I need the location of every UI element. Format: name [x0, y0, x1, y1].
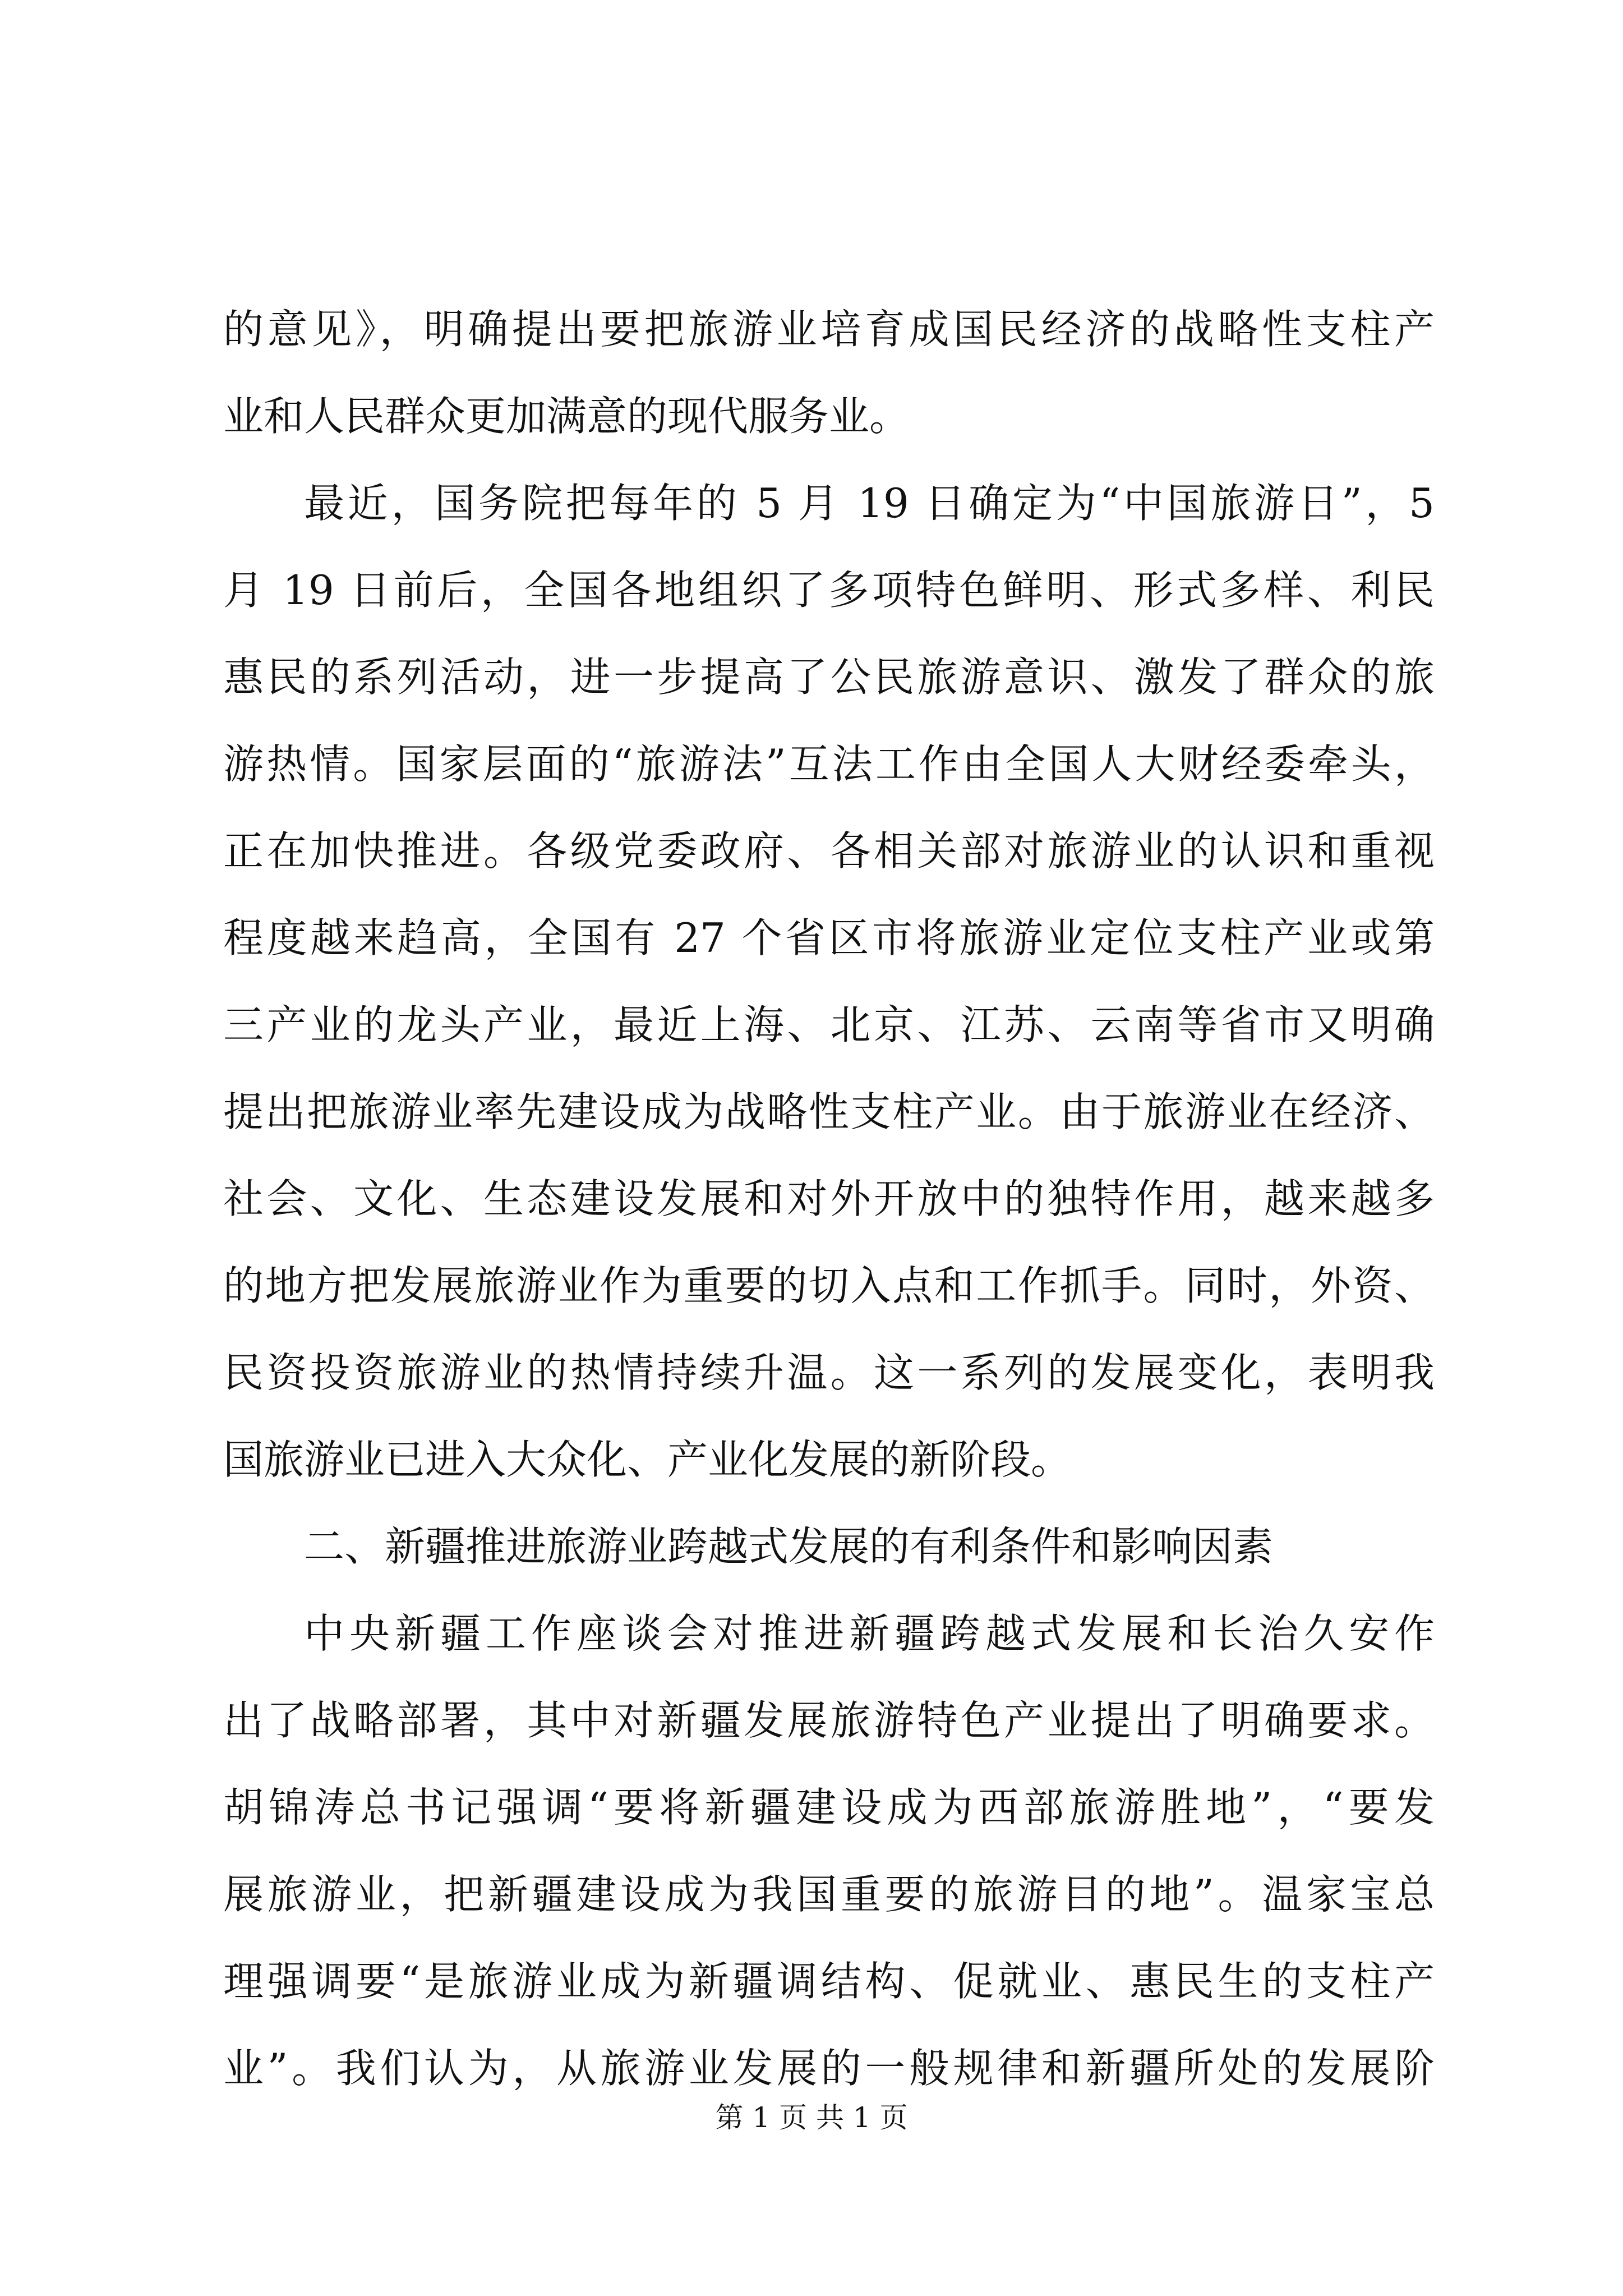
text-line: 业”。我们认为，从旅游业发展的一般规律和新疆所处的发展阶: [223, 2045, 1435, 2092]
text-line: 的地方把发展旅游业作为重要的切入点和工作抓手。同时，外资、: [223, 1262, 1435, 1309]
text-line: 展旅游业，把新疆建设成为我国重要的旅游目的地”。温家宝总: [223, 1871, 1435, 1918]
text-line: 中央新疆工作座谈会对推进新疆跨越式发展和长治久安作: [304, 1610, 1435, 1657]
text-line: 业和人民群众更加满意的现代服务业。: [223, 393, 910, 440]
text-line: 国旅游业已进入大众化、产业化发展的新阶段。: [223, 1436, 1072, 1483]
text-line: 社会、文化、生态建设发展和对外开放中的独特作用，越来越多: [223, 1175, 1435, 1222]
text-line: 胡锦涛总书记强调“要将新疆建设成为西部旅游胜地”，“要发: [223, 1784, 1435, 1831]
text-line: 出了战略部署，其中对新疆发展旅游特色产业提出了明确要求。: [223, 1697, 1435, 1744]
text-line: 正在加快推进。各级党委政府、各相关部对旅游业的认识和重视: [223, 827, 1435, 875]
text-line: 最近，国务院把每年的 5 月 19 日确定为“中国旅游日”，5: [304, 480, 1435, 527]
text-line: 三产业的龙头产业，最近上海、北京、江苏、云南等省市又明确: [223, 1001, 1435, 1048]
page-number-footer: 第 1 页 共 1 页: [715, 2101, 908, 2134]
text-line: 惠民的系列活动，进一步提高了公民旅游意识、激发了群众的旅: [223, 654, 1435, 701]
text-line: 的意见》，明确提出要把旅游业培育成国民经济的战略性支柱产: [223, 306, 1435, 353]
body-text: [223, 286, 1435, 2112]
text-line: 游热情。国家层面的“旅游法”互法工作由全国人大财经委牵头，: [223, 740, 1435, 788]
text-line: 月 19 日前后，全国各地组织了多项特色鲜明、形式多样、利民: [223, 567, 1435, 614]
text-line: 程度越来趋高，全国有 27 个省区市将旅游业定位支柱产业或第: [223, 914, 1435, 961]
text-line: 民资投资旅游业的热情持续升温。这一系列的发展变化，表明我: [223, 1349, 1435, 1396]
section-heading: 二、新疆推进旅游业跨越式发展的有利条件和影响因素: [304, 1523, 1274, 1570]
text-line: 提出把旅游业率先建设成为战略性支柱产业。由于旅游业在经济、: [223, 1088, 1435, 1135]
text-line: 理强调要“是旅游业成为新疆调结构、促就业、惠民生的支柱产: [223, 1958, 1435, 2005]
